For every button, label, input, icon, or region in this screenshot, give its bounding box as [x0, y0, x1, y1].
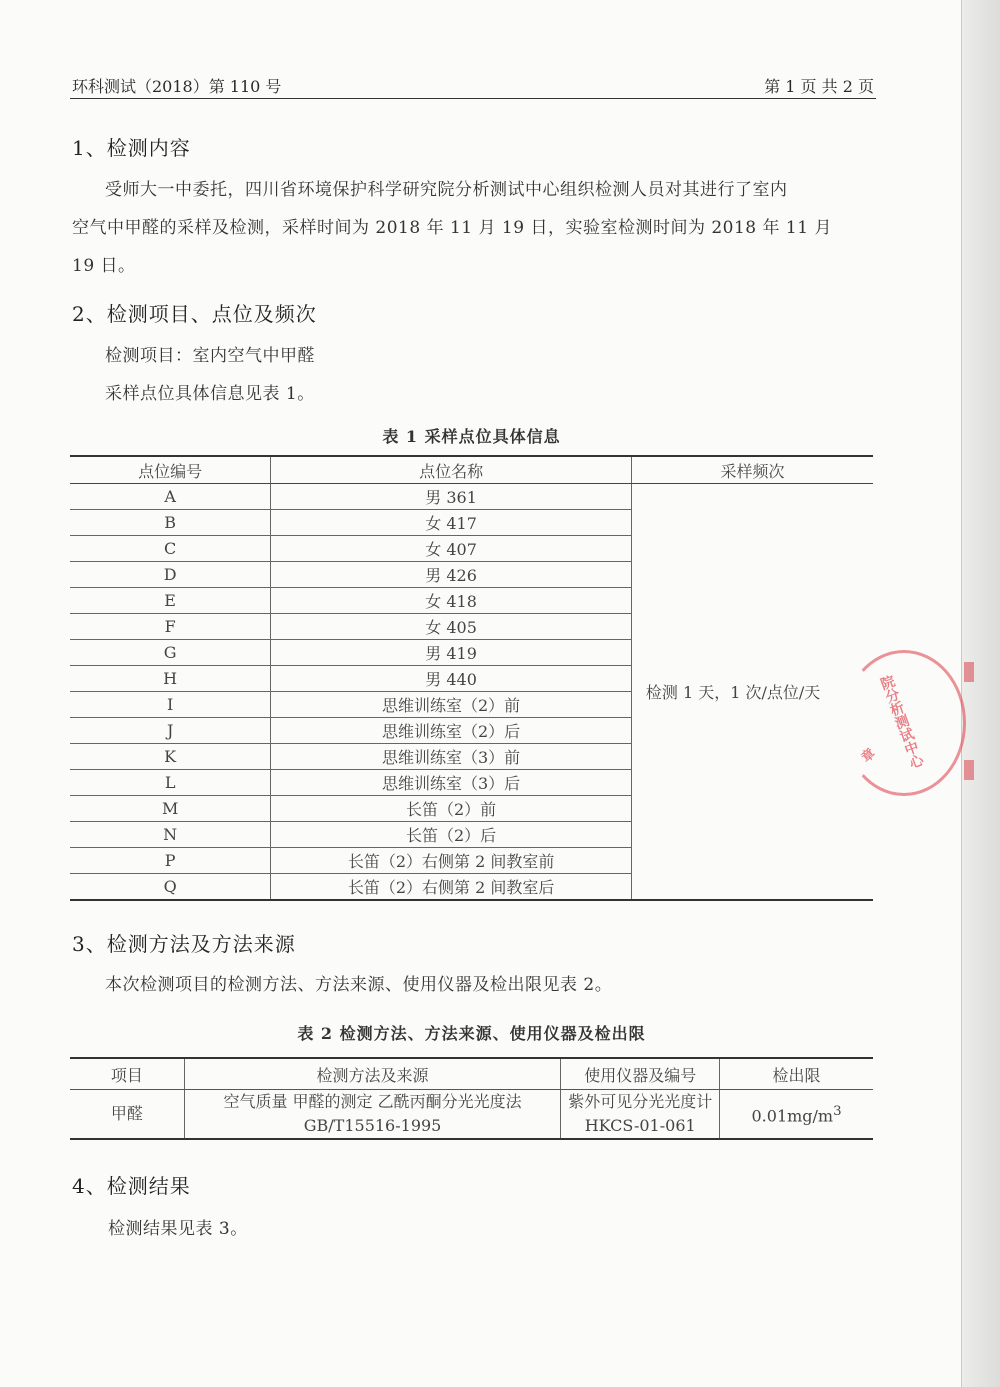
point-code: B — [70, 510, 271, 536]
section1-line3: 19 日。 — [72, 256, 136, 276]
table1-header-frequency: 采样频次 — [631, 456, 873, 484]
table1-header-name: 点位名称 — [271, 456, 632, 484]
page-header — [70, 74, 876, 99]
point-code: N — [70, 822, 271, 848]
table-row — [70, 484, 873, 510]
section1-line1: 受师大一中委托，四川省环境保护科学研究院分析测试中心组织检测人员对其进行了室内 — [105, 180, 788, 200]
point-name: 男 419 — [271, 640, 632, 666]
sampling-points-table — [70, 455, 873, 901]
point-code: D — [70, 562, 271, 588]
table2-header-row — [70, 1058, 873, 1090]
point-name: 思维训练室（2）前 — [271, 692, 632, 718]
point-code: L — [70, 770, 271, 796]
point-name: 思维训练室（3）后 — [271, 770, 632, 796]
table1-header-row — [70, 456, 873, 484]
limit-value: 0.01mg/m — [751, 1106, 834, 1126]
point-code: A — [70, 484, 271, 510]
method-name: 空气质量 甲醛的测定 乙酰丙酮分光光度法 — [223, 1092, 522, 1111]
table2-header-item: 项目 — [70, 1058, 184, 1090]
test-item: 甲醛 — [70, 1090, 184, 1140]
point-code: C — [70, 536, 271, 562]
point-name: 长笛（2）右侧第 2 间教室后 — [271, 874, 632, 901]
point-code: G — [70, 640, 271, 666]
point-code: Q — [70, 874, 271, 901]
table1-header-code: 点位编号 — [70, 456, 271, 484]
table2-header-method: 检测方法及来源 — [184, 1058, 560, 1090]
sampling-frequency: 检测 1 天，1 次/点位/天 — [631, 484, 873, 901]
detection-limit — [720, 1090, 873, 1140]
point-name: 男 426 — [271, 562, 632, 588]
table-row — [70, 1090, 873, 1140]
seal-edge-mark — [964, 760, 974, 780]
scan-edge — [961, 0, 1000, 1387]
point-code: K — [70, 744, 271, 770]
section2-item-text: 检测项目：室内空气中甲醛 — [105, 346, 315, 366]
point-code: J — [70, 718, 271, 744]
section3-heading: 3、检测方法及方法来源 — [72, 932, 296, 956]
point-name: 女 407 — [271, 536, 632, 562]
section2-heading: 2、检测项目、点位及频次 — [72, 302, 317, 326]
table2-caption: 表 2 检测方法、方法来源、使用仪器及检出限 — [297, 1024, 646, 1043]
table1-caption: 表 1 采样点位具体信息 — [382, 427, 561, 446]
point-code: M — [70, 796, 271, 822]
page-info: 第 1 页 共 2 页 — [764, 77, 874, 96]
point-name: 男 361 — [271, 484, 632, 510]
instrument-name: 紫外可见分光光度计 — [568, 1092, 713, 1111]
point-code: F — [70, 614, 271, 640]
point-name: 女 417 — [271, 510, 632, 536]
methods-table — [70, 1057, 873, 1140]
limit-superscript: 3 — [833, 1103, 842, 1119]
section3-ref-text: 本次检测项目的检测方法、方法来源、使用仪器及检出限见表 2。 — [105, 975, 613, 995]
point-code: H — [70, 666, 271, 692]
point-code: I — [70, 692, 271, 718]
section4-ref-text: 检测结果见表 3。 — [108, 1219, 248, 1239]
section1-line2: 空气中甲醛的采样及检测，采样时间为 2018 年 11 月 19 日，实验室检测时间为 2018 年 11 月 — [72, 218, 832, 238]
seal-bottom-text: 章 — [858, 746, 879, 766]
method-standard: GB/T15516-1995 — [303, 1116, 442, 1135]
point-name: 女 418 — [271, 588, 632, 614]
point-name: 长笛（2）右侧第 2 间教室前 — [271, 848, 632, 874]
section4-heading: 4、检测结果 — [72, 1174, 191, 1198]
seal-edge-mark — [964, 662, 974, 682]
point-name: 长笛（2）前 — [271, 796, 632, 822]
section1-heading: 1、检测内容 — [72, 136, 191, 160]
section2-ref-text: 采样点位具体信息见表 1。 — [105, 384, 315, 404]
table2-header-instrument: 使用仪器及编号 — [561, 1058, 720, 1090]
test-method — [184, 1090, 560, 1140]
official-seal — [842, 650, 966, 796]
doc-number: 环科测试（2018）第 110 号 — [72, 77, 282, 96]
instrument-id: HKCS-01-061 — [584, 1116, 696, 1135]
table2-header-limit: 检出限 — [720, 1058, 873, 1090]
point-code: P — [70, 848, 271, 874]
point-name: 思维训练室（2）后 — [271, 718, 632, 744]
point-name: 思维训练室（3）前 — [271, 744, 632, 770]
point-name: 长笛（2）后 — [271, 822, 632, 848]
point-name: 女 405 — [271, 614, 632, 640]
point-name: 男 440 — [271, 666, 632, 692]
instrument — [561, 1090, 720, 1140]
seal-text: 院分析测试中心 — [876, 673, 926, 771]
point-code: E — [70, 588, 271, 614]
